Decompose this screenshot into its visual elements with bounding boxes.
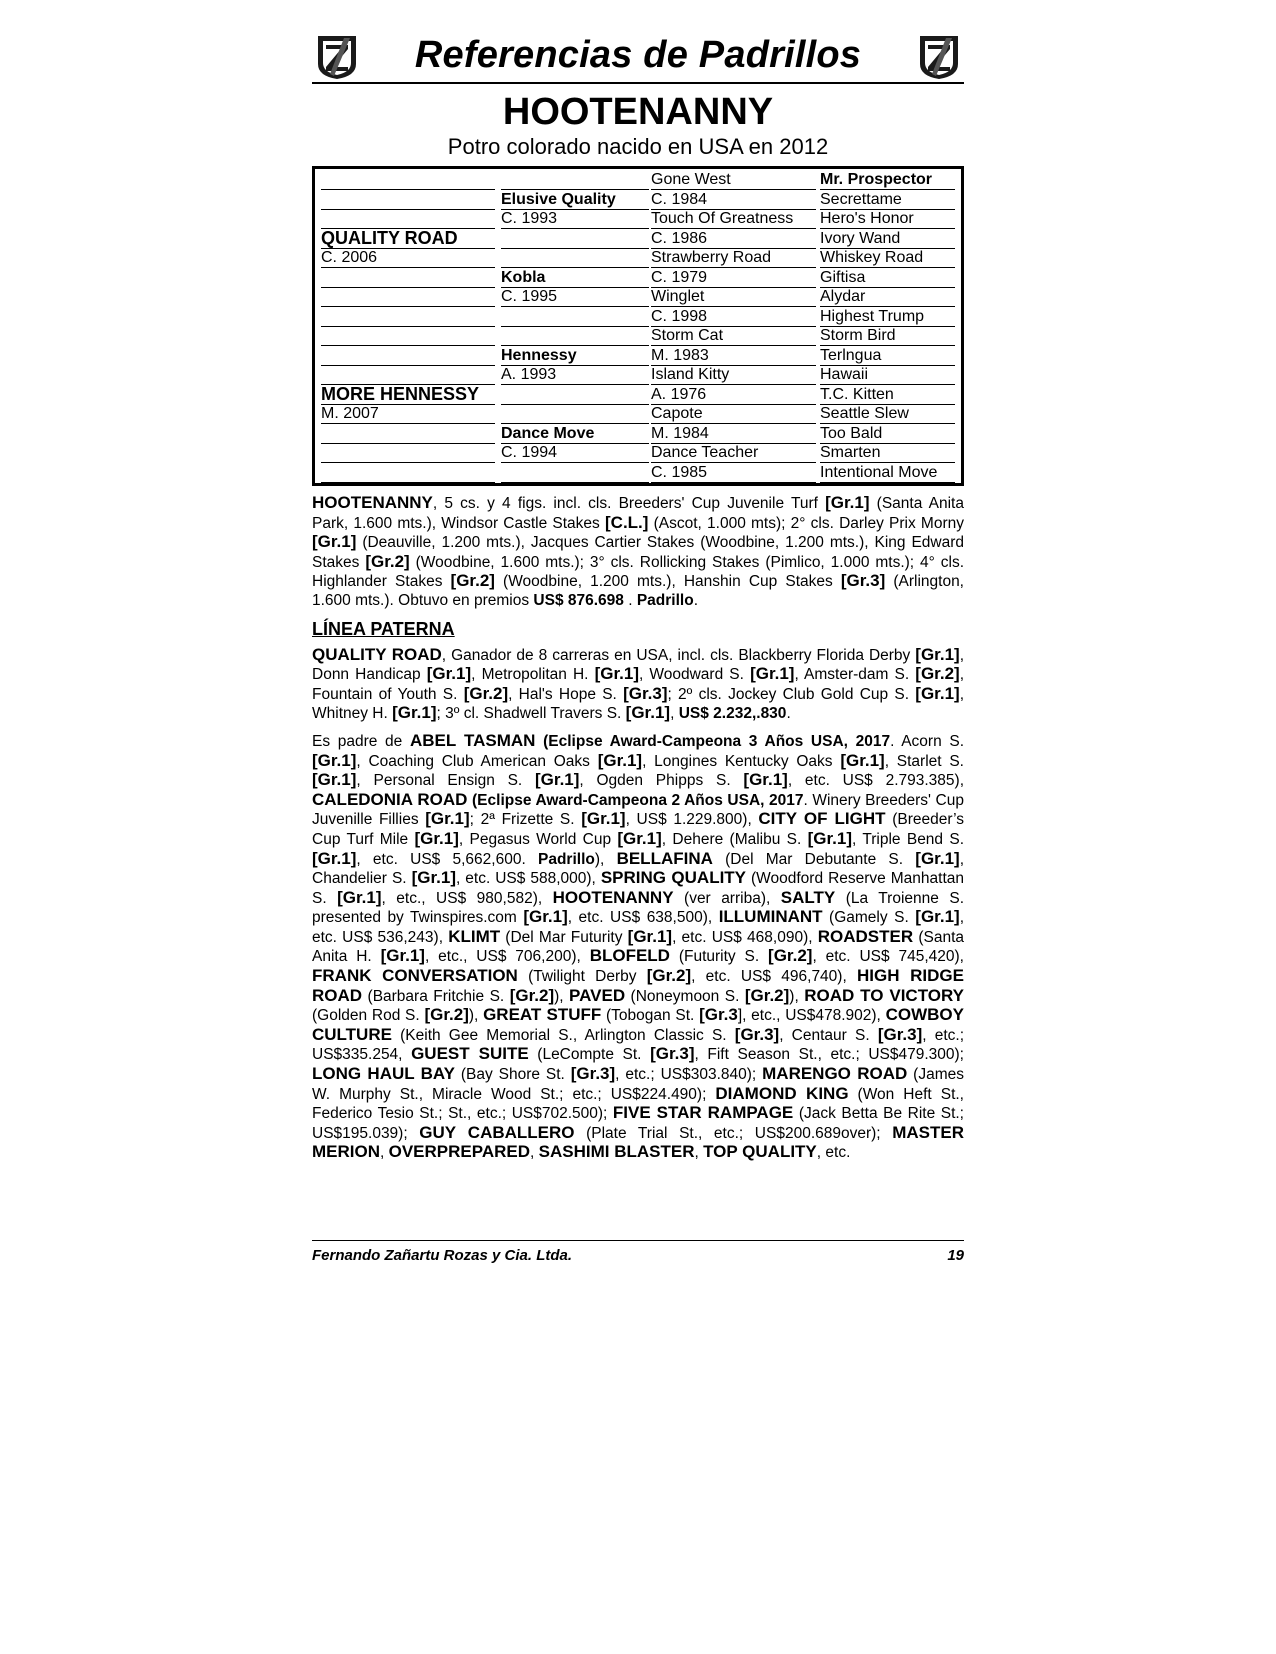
footer-company: Fernando Zañartu Rozas y Cia. Ltda. — [312, 1247, 573, 1264]
pedigree-cell: Intentional Move — [820, 464, 955, 483]
pedigree-cell — [321, 464, 495, 483]
pedigree-cell: Seattle Slew — [820, 405, 955, 424]
pedigree-cell: Strawberry Road — [651, 249, 816, 268]
horse-name: HOOTENANNY — [502, 91, 774, 133]
pedigree-cell: A. 1976 — [651, 386, 816, 405]
pedigree-cell: Giftisa — [820, 269, 955, 288]
pedigree-cell: Capote — [651, 405, 816, 424]
pedigree-cell: C. 1998 — [651, 308, 816, 327]
pedigree-cell — [501, 405, 649, 424]
pedigree-cell — [321, 327, 495, 346]
pedigree-cell — [321, 366, 495, 385]
pedigree-cell — [321, 308, 495, 327]
pedigree-cell: Ivory Wand — [820, 230, 955, 249]
horse-subtitle: Potro colorado nacido en USA en 2012 — [447, 134, 829, 159]
pedigree-cell — [321, 210, 495, 229]
pedigree-cell: Alydar — [820, 288, 955, 307]
pedigree-cell: C. 1986 — [651, 230, 816, 249]
pedigree-cell: Storm Bird — [820, 327, 955, 346]
page-header — [312, 30, 964, 84]
pedigree-cell: Dance Teacher — [651, 444, 816, 463]
pedigree-cell: Terlngua — [820, 347, 955, 366]
pedigree-cell: C. 1993 — [501, 210, 649, 229]
pedigree-cell — [501, 230, 649, 249]
pedigree-cell: C. 1984 — [651, 191, 816, 210]
page-footer — [312, 1240, 964, 1264]
paragraph-progeny: Es padre de ABEL TASMAN (Eclipse Award-Campeona 3 Años USA, 2017. Acorn S. [Gr.1], Coaching Club American Oaks [Gr.1], Longines Kentucky Oaks [Gr.1], Starlet S. [Gr.1], Personal Ensign S. [Gr.1], Ogden Phipps S. [Gr.1], etc. US$ 2.793.385), CALEDONIA ROAD (Eclipse Award-Campeona 2 Años USA, 2017. Winery Breeders' Cup Juvenille Fillies [Gr.1]; 2ª Frizette S. [Gr.1], US$ 1.229.800), CITY OF LIGHT (Breeder’s Cup Turf Mile [Gr.1], Pegasus World Cup [Gr.1], Dehere (Malibu S. [Gr.1], Triple Bend S. [Gr.1], etc. US$ 5,662,600. Padrillo), BELLAFINA (Del Mar Debutante S. [Gr.1], Chandelier S. [Gr.1], etc. US$ 588,000), SPRING QUALITY (Woodford Reserve Manhattan S. [Gr.1], etc., US$ 980,582), HOOTENANNY (ver arriba), SALTY (La Troienne S. presented by Twinspires.com [Gr.1], etc. US$ 638,500), ILLUMINANT (Gamely S. [Gr.1], etc. US$ 536,243), KLIMT (Del Mar Futurity [Gr.1], etc. US$ 468,090), ROADSTER (Santa Anita H. [Gr.1], etc., US$ 706,200), BLOFELD (Futurity S. [Gr.2], etc. US$ 745,420), FRANK CONVERSATION (Twilight Derby [Gr.2], etc. US$ 496,740), HIGH RIDGE ROAD (Barbara Fritchie S. [Gr.2]), PAVED (Noneymoon S. [Gr.2]), ROAD TO VICTORY (Golden Rod S. [Gr.2]), GREAT STUFF (Tobogan St. [Gr.3], etc., US$478.902), COWBOY CULTURE (Keith Gee Memorial S., Arlington Classic S. [Gr.3], Centaur S. [Gr.3], etc.; US$335.254, GUEST SUITE (LeCompte St. [Gr.3], Fift Season St., etc.; US$479.300); LONG HAUL BAY (Bay Shore St. [Gr.3], etc.; US$303.840); MARENGO ROAD (James W. Murphy St., Miracle Wood St.; etc.; US$224.490); DIAMOND KING (Won Heft St., Federico Tesio St.; St., etc.; US$702.500); FIVE STAR RAMPAGE (Jack Betta Be Rite St.; US$195.039); GUY CABALLERO (Plate Trial St., etc.; US$200.689over); MASTER MERION, OVERPREPARED, SASHIMI BLASTER, TOP QUALITY, etc. — [312, 730, 965, 1162]
pedigree-cell: Highest Trump — [820, 308, 955, 327]
pedigree-cell — [501, 464, 649, 483]
pedigree-cell: Hero's Honor — [820, 210, 955, 229]
pedigree-cell: Too Bald — [820, 425, 955, 444]
header-title: Referencias de Padrillos — [414, 34, 862, 76]
pedigree-cell — [501, 171, 649, 190]
pedigree-cell: M. 2007 — [321, 405, 495, 424]
zanartu-emblem-icon — [916, 34, 962, 80]
pedigree-cell — [501, 327, 649, 346]
pedigree-cell: QUALITY ROAD — [321, 230, 495, 249]
pedigree-cell — [321, 444, 495, 463]
pedigree-cell: Island Kitty — [651, 366, 816, 385]
pedigree-cell — [501, 386, 649, 405]
paragraph-quality-road: QUALITY ROAD, Ganador de 8 carreras en USA, incl. cls. Blackberry Florida Derby [Gr.1], Donn Handicap [Gr.1], Metropolitan H. [Gr.1], Woodward S. [Gr.1], Amster-dam S. [Gr.2], Fountain of Youth S. [Gr.2], Hal's Hope S. [Gr.3]; 2º cls. Jockey Club Gold Cup S. [Gr.1], Whitney H. [Gr.1]; 3º cl. Shadwell Travers S. [Gr.1], US$ 2.232,.830. — [312, 644, 965, 723]
race-record — [312, 494, 964, 611]
pedigree-cell: Hennessy — [501, 347, 649, 366]
pedigree-cell: Touch Of Greatness — [651, 210, 816, 229]
pedigree-cell: T.C. Kitten — [820, 386, 955, 405]
pedigree-cell — [501, 308, 649, 327]
pedigree-cell: C. 1985 — [651, 464, 816, 483]
pedigree-cell: C. 2006 — [321, 249, 495, 268]
pedigree-cell: Elusive Quality — [501, 191, 649, 210]
pedigree-cell: C. 1979 — [651, 269, 816, 288]
pedigree-cell: C. 1994 — [501, 444, 649, 463]
page-number: 19 — [947, 1247, 964, 1264]
section-title: LÍNEA PATERNA — [312, 618, 455, 639]
pedigree-cell: Winglet — [651, 288, 816, 307]
pedigree-cell — [321, 269, 495, 288]
pedigree-cell — [321, 425, 495, 444]
pedigree-cell: Hawaii — [820, 366, 955, 385]
pedigree-cell: Kobla — [501, 269, 649, 288]
pedigree-cell: A. 1993 — [501, 366, 649, 385]
pedigree-cell: C. 1995 — [501, 288, 649, 307]
pedigree-cell — [321, 171, 495, 190]
pedigree-cell: Smarten — [820, 444, 955, 463]
pedigree-cell: Whiskey Road — [820, 249, 955, 268]
pedigree-cell: Dance Move — [501, 425, 649, 444]
pedigree-cell — [321, 347, 495, 366]
document-page — [312, 30, 964, 1163]
pedigree-cell: Mr. Prospector — [820, 171, 955, 190]
paragraph-hootenanny: HOOTENANNY, 5 cs. y 4 figs. incl. cls. Breeders' Cup Juvenile Turf [Gr.1] (Santa Anita Park, 1.600 mts.), Windsor Castle Stakes [C.L.] (Ascot, 1.000 mts); 2° cls. Darley Prix Morny [Gr.1] (Deauville, 1.200 mts.), Jacques Cartier Stakes (Woodbine, 1.200 mts.), King Edward Stakes [Gr.2] (Woodbine, 1.600 mts.); 3° cls. Rollicking Stakes (Pimlico, 1.000 mts.); 4° cls. Highlander Stakes [Gr.2] (Woodbine, 1.200 mts.), Hanshin Cup Stakes [Gr.3] (Arlington, 1.600 mts.). Obtuvo en premios US$ 876.698 . Padrillo. — [312, 493, 964, 609]
pedigree-table — [312, 166, 964, 486]
pedigree-cell — [321, 288, 495, 307]
pedigree-cell: M. 1983 — [651, 347, 816, 366]
pedigree-cell: MORE HENNESSY — [321, 386, 495, 405]
pedigree-cell: Gone West — [651, 171, 816, 190]
pedigree-cell — [321, 191, 495, 210]
pedigree-cell: Secrettame — [820, 191, 955, 210]
pedigree-cell: Storm Cat — [651, 327, 816, 346]
pedigree-cell: M. 1984 — [651, 425, 816, 444]
pedigree-cell — [501, 249, 649, 268]
